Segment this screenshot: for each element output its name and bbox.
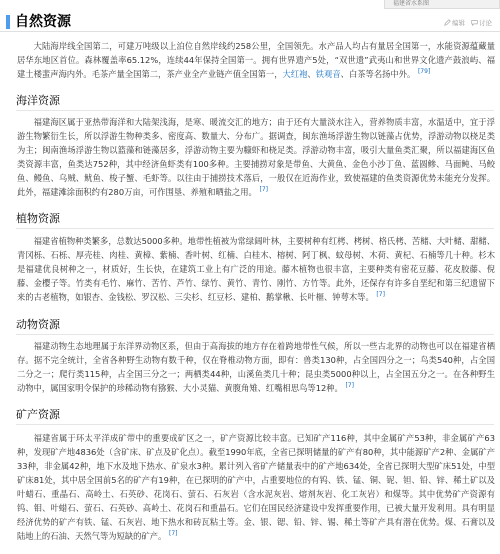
divider	[16, 110, 494, 111]
subsection-title-minerals: 矿产资源	[16, 408, 60, 421]
divider	[16, 334, 494, 335]
link-dahongpao[interactable]: 大红袍	[282, 69, 308, 79]
discuss-button[interactable]	[471, 18, 492, 27]
reference-link[interactable]: [7]	[376, 291, 385, 299]
reference-link[interactable]: [79]	[417, 68, 431, 76]
ocean-paragraph	[17, 115, 495, 199]
discuss-icon	[471, 19, 478, 26]
section-tools	[444, 18, 492, 27]
subsection-title-ocean: 海洋资源	[16, 94, 60, 107]
animals-paragraph	[17, 339, 495, 395]
edit-button[interactable]	[444, 18, 465, 27]
plants-paragraph	[17, 234, 495, 304]
reference-link[interactable]: [7]	[345, 382, 354, 390]
divider	[16, 424, 494, 425]
intro-paragraph	[17, 39, 495, 81]
intro-text-end: 、白茶等名扬中外。	[340, 69, 416, 79]
link-tieguanyin[interactable]: 铁观音	[315, 69, 341, 79]
edit-label: 编辑	[452, 19, 465, 27]
section-marker	[6, 15, 10, 29]
intro-text: 大陆海岸线全国第二，可建万吨级以上泊位自然岸线约258公里，全国领先。水产品人均占有量居全国第一，水能资源蕴藏量居华东地区首位。森林覆盖率65.12%，连续44年保持全国第一。拥有世界遗产5处，“双世遗”武夷山和世界文化遗产鼓浪屿、福建土楼蜚声海内外。毛茶产量全国第二，茶产业全产业链产值全国第一，	[17, 41, 495, 79]
divider	[16, 228, 494, 229]
intro-separator: 、	[307, 69, 316, 79]
discuss-label: 讨论	[479, 19, 492, 27]
edit-icon	[444, 19, 451, 26]
minerals-text: 福建省属于环太平洋成矿带中的重要成矿区之一，矿产资源比较丰富。已知矿产116种，其中金属矿产53种，非金属矿产63种，发现矿产地4836处（含矿床、矿点及矿化点）。截至1990年底，全省已探明储量的矿产有80种，其中能源矿产2种、金属矿产33种，非金属42种，地下水及地下热水、矿泉水3种。累计列入省矿产储量表中的矿产地634处，全省已探明大型矿床51处，中型矿床81处，其中居全国前5名的矿产有19种，在已探明的矿产中，占重要地位的有钨、铁、锰、铜、铌、钽、铅、锌、稀土矿以及叶蜡石、重晶石、高岭土、石英砂、花岗石、萤石、石灰岩（含水泥灰岩、熔剂灰岩、化工灰岩）和煤等。其中优势矿产资源有钨、钼、叶蜡石、萤石、石英砂、高岭土、花岗石和重晶石。它们在国民经济建设中发挥重要作用，已被大量开发利用。具有明显经济优势的矿产有铁、锰、石灰岩、地下热水和砖瓦粘土等。金、银、锶、铅、锌、锡、稀土等矿产具有潜在优势。煤、石膏以及陆地上的石油、天然气等为短缺的矿产。	[17, 433, 495, 541]
reference-link[interactable]: [7]	[259, 186, 268, 194]
section-header-natural-resources	[0, 10, 500, 32]
plants-text: 福建省植物种类繁多，总数达5000多种。地带性植被为常绿阔叶林，主要树种有红栲、栲树、格氏栲、苦槠、大叶槠、甜槠、青冈栎、石栎、厚壳桂、肉桂、黄樟、紫楠、香叶树、红楠、白桂木、榕树、阿丁枫、蚊母树、木荷、黄杞、石楠等几十种。杉木是福建优良树种之一，材质好，生长快，在建筑工业上有广泛的用途。藤木植物也很丰富，主要种类有密花豆藤、花皮胶藤、倪藤、金樱子等。竹类有毛竹、麻竹、苦竹、芦竹、绿竹、黄竹、青竹、刚竹、方竹等。此外，还保存有许多自垩纪和第三纪遗留下来的古老植物，如银杏、金钱松、罗汉松、三尖杉、红豆杉、建柏、鹅掌楸、长叶榧、钟萼木等。	[17, 236, 495, 302]
animals-text: 福建动物生态地理属于东洋界动物区系，但由于高海拔的地方存在着跨地带性气候，所以一些古北界的动物也可以在福建省栖存。据不完全统计，全省各种野生动物有数千种，仅在脊椎动物方面，即有：兽类130种，占全国四分之一；鸟类540种，占全国二分之一；爬行类115种，占全国三分之一；两栖类44种，山溪鱼类几十种；昆虫类5000种以上，占全国五分之一。在各种野生动物中，属国家明令保护的珍稀动物有猕猴、大小灵猫、黄腹角雉、红嘴相思鸟等12种。	[17, 341, 495, 393]
subsection-title-plants: 植物资源	[16, 212, 60, 225]
minerals-paragraph	[17, 431, 495, 543]
reference-link[interactable]: [7]	[169, 530, 178, 538]
section-title: 自然资源	[15, 14, 71, 30]
ocean-text: 福建海区属于亚热带海洋和大陆架浅海，是寒、暖流交汇的地方；由于还有大量淡水注入，营养物质丰富，水温适中，宜于浮游生物繁衍生长，所以浮游生物种类多、密度高、数量大、分布广。据调查，闽东渔场浮游生物以链藻占优势，浮游动物以桡足类为主；闽南渔场浮游生物以篮藻和链藻居多，浮游动物主要为糠虾和桡足类。浮游动物丰富，吸引大量鱼类汇聚，所以福建海区鱼类资源丰富，鱼类达752种，其中经济鱼虾类有100多种。主要捕捞对象是带鱼、大黄鱼、金色小沙丁鱼、蓝圆鲹、马面鲀、马鲛鱼、鳗鱼、乌贼、鱿鱼、梭子蟹、毛虾等。以往由于捕捞技术落后，一般仅在近海作业，致使福建的鱼类资源优势未能充分发挥。此外，福建滩涂面积约有280万亩，可作围垦、养殖和晒盐之用。	[17, 117, 495, 197]
subsection-title-animals: 动物资源	[16, 318, 60, 331]
top-tab[interactable]: 福建省水系图	[384, 0, 500, 9]
